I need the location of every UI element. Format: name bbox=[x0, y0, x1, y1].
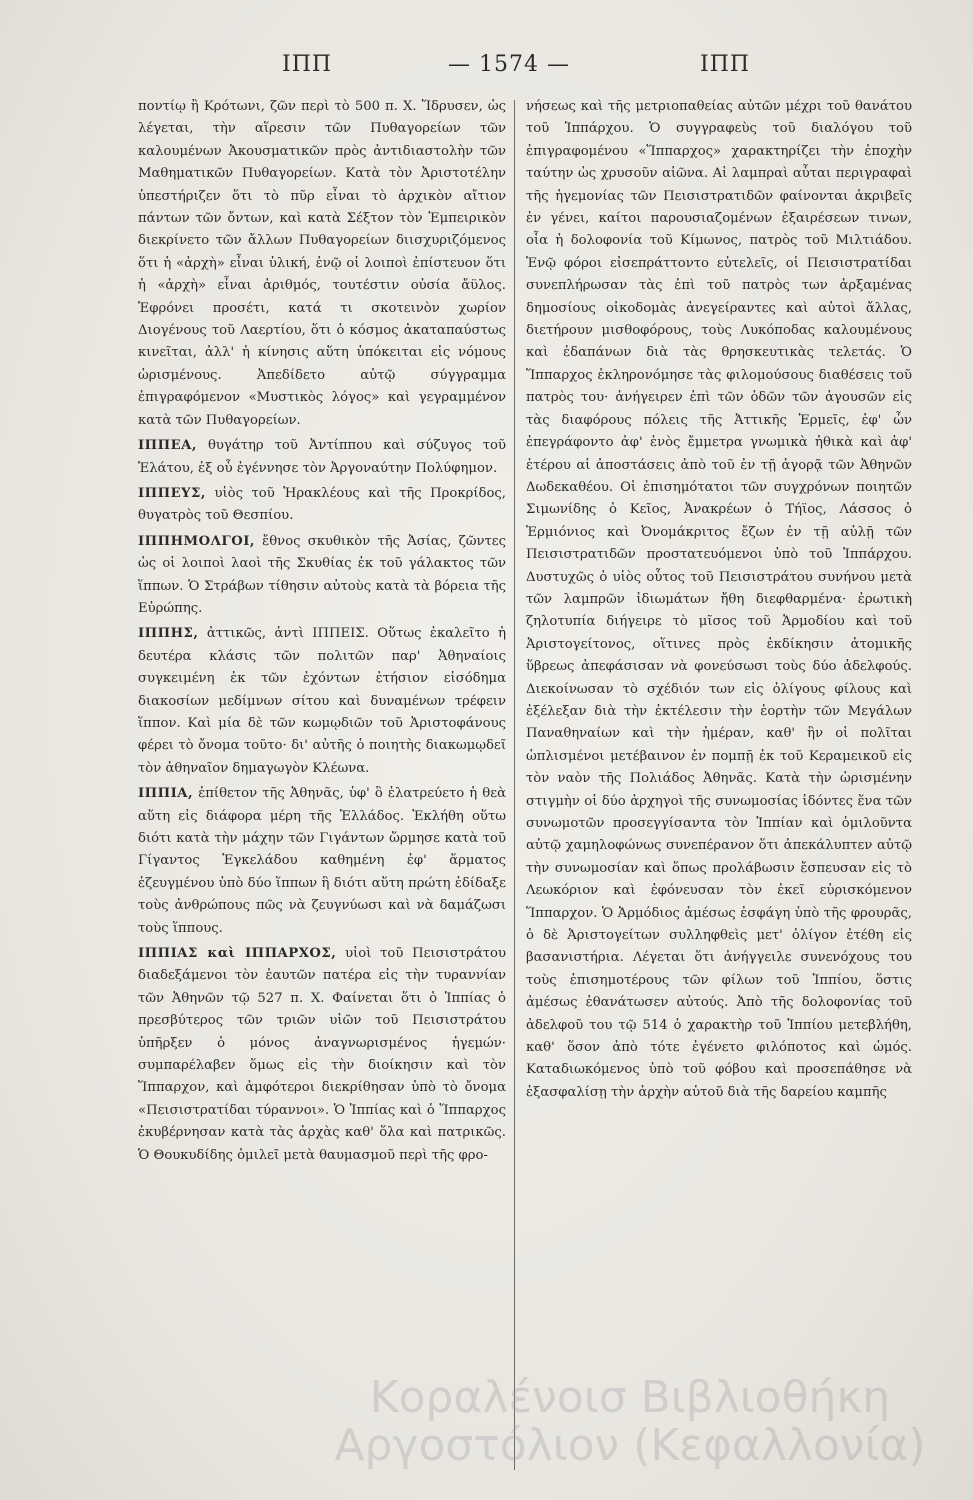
entry-term: ΙΠΠΙΑ, bbox=[138, 786, 194, 802]
entry-term: ΙΠΠΕΑ, bbox=[138, 438, 197, 454]
entry-term: ΙΠΠΙΑΣ καὶ ΙΠΠΑΡΧΟΣ, bbox=[138, 946, 337, 962]
entry-text: υἱοὶ τοῦ Πεισιστράτου διαδεξάμενοι τὸν ἑαυτῶν πατέρα εἰς τὴν τυραννίαν τῶν Ἀθηνῶν τῷ 527 π. Χ. Φαίνεται ὅτι ὁ Ἱππίας ὁ πρεσβύτερος τῶν τριῶν υἱῶν τοῦ Πεισιστράτου ὑπῆρξεν ὁ μόνος ἀναγνωρισμένος ἡγεμών· συμπαρέλαβεν ὅμως εἰς τὴν διοίκησιν καὶ τὸν Ἵππαρχον, καὶ ἀμφότεροι διεκρίθησαν ὑπὸ τὸ ὄνομα «Πεισιστρατίδαι τύραννοι». Ὁ Ἱππίας καὶ ὁ Ἵππαρχος ἐκυβέρνησαν κατὰ τὰς ἀρχὰς καθ' ὅλα καὶ πατρικῶς. Ὁ Θουκυδίδης ὁμιλεῖ μετὰ θαυμασμοῦ περὶ τῆς φρο- bbox=[138, 946, 506, 1163]
continuation-paragraph: ποντίῳ ἢ Κρότωνι, ζῶν περὶ τὸ 500 π. Χ. Ἵδρυσεν, ὡς λέγεται, τὴν αἵρεσιν τῶν Πυθαγορείων τῶν καλουμένων Ἀκουσματικῶν πρὸς ἀντιδιαστολὴν τῶν Μαθηματικῶν Πυθαγορείων. Κατὰ τὸν Ἀριστοτέλην ὑπεστήριζεν ὅτι τὸ πῦρ εἶναι τὸ ἀρχικὸν αἴτιον πάντων τῶν ὄντων, καὶ κατὰ Σέξτον τὸν Ἐμπειρικὸν διεκρίνετο τῶν ἄλλων Πυθαγορείων διισχυριζόμενος ὅτι ἡ «ἀρχὴ» εἶναι ὑλική, ἐνῷ οἱ λοιποὶ ἐπίστευον ὅτι ἡ «ἀρχὴ» εἶναι ἀριθμός, τουτέστιν οὐσία ἄϋλος. Ἐφρόνει προσέτι, κατά τι σκοτεινὸν χωρίον Διογένους τοῦ Λαερτίου, ὅτι ὁ κόσμος ἀκαταπαύστως κινεῖται, ἀλλ' ἡ κίνησις αὕτη ὑπόκειται εἰς νόμους ὡρισμένους. Ἀπεδίδετο αὐτῷ σύγγραμμα ἐπιγραφόμενον «Μυστικὸς λόγος» καὶ γεγραμμένον κατὰ τῶν Πυθαγορείων. bbox=[138, 99, 506, 428]
watermark-line-1: Κοραλένοισ Βιβλιοθήκη bbox=[369, 1372, 891, 1423]
entry-term: ΙΠΠΕΥΣ, bbox=[138, 485, 206, 501]
entry-text: υἱὸς τοῦ Ἡρακλέους καὶ τῆς Προκρίδος, θυγατρὸς τοῦ Θεσπίου. bbox=[138, 485, 506, 524]
dictionary-entry bbox=[138, 943, 506, 1167]
right-column-text: νήσεως καὶ τῆς μετριοπαθείας αὐτῶν μέχρι τοῦ θανάτου τοῦ Ἱππάρχου. Ὁ συγγραφεὺς τοῦ διαλόγου τοῦ ἐπιγραφομένου «Ἵππαρχος» χαρακτηρίζει τὴν ἐποχὴν ταύτην ὡς χρυσοῦν αἰῶνα. Αἱ λαμπραὶ αὗται περιγραφαὶ τῆς ἡγεμονίας τῶν Πεισιστρατιδῶν φαίνονται ἀκριβεῖς ἐν γένει, καίτοι παρουσιαζομένων ἐξαιρέσεων τινων, οἷα ἡ δολοφονία τοῦ Κίμωνος, πατρὸς τοῦ Μιλτιάδου. Ἐνῷ φόροι εἰσεπράττοντο εὐτελεῖς, οἱ Πεισιστρατίδαι συνεπλήρωσαν τὰς ἐπὶ τοῦ πατρὸς των ἀρξαμένας δημοσίους οἰκοδομὰς ἀνεγείραντες καὶ αὐτοὶ ἄλλας, διετήρουν μισθοφόρους, τοὺς Λυκόποδας καλουμένους καὶ ἐδαπάνων διὰ τὰς θρησκευτικὰς τελετάς. Ὁ Ἵππαρχος ἐκληρονόμησε τὰς φιλομούσους διαθέσεις τοῦ πατρὸς του· ἀνήγειρεν ἐπὶ τῶν ὁδῶν τῶν ἀγουσῶν εἰς τὰς διαφόρους πόλεις τῆς Ἀττικῆς Ἑρμεῖς, ἐφ' ὧν ἐπεγράφοντο ἀφ' ἑνὸς ἔμμετρα γνωμικὰ ἠθικὰ καὶ ἀφ' ἑτέρου αἱ ἀποστάσεις ἀπὸ τοῦ ἐν τῇ ἀγορᾷ τῶν Ἀθηνῶν Δωδεκαθέου. Οἱ ἐπισημότατοι τῶν συγχρόνων ποιητῶν Σιμωνίδης ὁ Κεῖος, Ἀνακρέων ὁ Τήϊος, Λάσσος ὁ Ἑρμιόνιος καὶ Ὀνομάκριτος ἔζων ἐν τῇ αὐλῇ τῶν Πεισιστρατιδῶν προστατευόμενοι ὑπὸ τοῦ Ἱππάρχου. Δυστυχῶς ὁ υἱὸς οὗτος τοῦ Πεισιστράτου συνήνου μετὰ τῶν λαμπρῶν ἰδιωμάτων ἤθη διεφθαρμένα· ἐρωτικὴ ζηλοτυπία διήγειρε τὸ μῖσος τοῦ Ἁρμοδίου καὶ τοῦ Ἀριστογείτονος, οἵτινες πρὸς ἐκδίκησιν ἀτομικῆς ὕβρεως ἀπεφάσισαν νὰ φονεύσωσι τοὺς δύο ἀδελφούς. Διεκοίνωσαν τὸ σχέδιόν των εἰς ὀλίγους φίλους καὶ ἐξέλεξαν διὰ τὴν ἐκτέλεσιν τὴν ἑορτὴν τῶν Μεγάλων Παναθηναίων καὶ τὴν ἡμέραν, καθ' ἣν οἱ πολῖται ὡπλισμένοι μετέβαινον ἐν πομπῇ ἐκ τοῦ Κεραμεικοῦ εἰς τὸν ναὸν τῆς Πολιάδος Ἀθηνᾶς. Κατὰ τὴν ὡρισμένην στιγμὴν οἱ δύο ἀρχηγοὶ τῆς συνωμοσίας ἰδόντες ἕνα τῶν συνωμοτῶν προσεγγίσαντα τὸν Ἱππίαν καὶ ὁμιλοῦντα αὐτῷ χαμηλοφώνως συνεπέρανον ὅτι ἀπεκάλυπτεν αὐτῷ τὴν συνωμοσίαν καὶ ὅπως προλάβωσιν ἔσπευσαν εἰς τὸ Λεωκόριον καὶ ἐφόνευσαν τὸν ἐκεῖ εὑρισκόμενον Ἵππαρχον. Ὁ Ἁρμόδιος ἀμέσως ἐσφάγη ὑπὸ τῆς φρουρᾶς, ὁ δὲ Ἀριστογείτων συλληφθεὶς μετ' ὀλίγον ἐτέθη εἰς βασανιστήρια. Λέγεται ὅτι ἀνήγγειλε συνενόχους του τοὺς ἐπισημοτέρους τῶν φίλων τοῦ Ἱππίου, ὅστις ἀμέσως ἐθανάτωσεν αὐτούς. Ἀπὸ τῆς δολοφονίας τοῦ ἀδελφοῦ του τῷ 514 ὁ χαρακτὴρ τοῦ Ἱππίου μετεβλήθη, καθ' ὅσον ἀπὸ τότε ἐγένετο φιλόποτος καὶ ὠμός. Καταδιωκόμενος ὑπὸ τοῦ φόβου καὶ προσεπάθησε νὰ ἐξασφαλίσῃ τὴν ἀρχὴν αὑτοῦ διὰ τῆς δαρείου καμπῆς bbox=[526, 99, 912, 1100]
header-left-keyword: ΙΠΠ bbox=[282, 52, 333, 77]
dictionary-entry bbox=[138, 531, 506, 621]
library-watermark bbox=[290, 1374, 970, 1470]
column-divider bbox=[514, 100, 515, 1470]
dictionary-entry bbox=[138, 435, 506, 480]
entry-text: ἔθνος σκυθικὸν τῆς Ἀσίας, ζῶντες ὡς οἱ λοιποὶ λαοὶ τῆς Σκυθίας ἐκ τοῦ γάλακτος τῶν ἵππων. Ὁ Στράβων τίθησιν αὐτοὺς κατὰ τὰ βόρεια τῆς Εὐρώπης. bbox=[138, 533, 506, 616]
page-header bbox=[0, 52, 973, 92]
dictionary-entry bbox=[138, 783, 506, 940]
right-column bbox=[526, 96, 912, 1104]
entry-term: ΙΠΠΗΣ, bbox=[138, 626, 199, 642]
header-right-keyword: ΙΠΠ bbox=[700, 52, 751, 77]
dictionary-entry bbox=[138, 623, 506, 780]
dictionary-entry bbox=[138, 483, 506, 528]
page-number: — 1574 — bbox=[448, 52, 570, 77]
watermark-line-2: Αργοστόλιον (Κεφαλλονία) bbox=[334, 1420, 926, 1471]
left-column bbox=[138, 96, 506, 1167]
entry-text: θυγάτηρ τοῦ Ἀντίππου καὶ σύζυγος τοῦ Ἐλάτου, ἐξ οὗ ἐγέννησε τὸν Ἀργοναύτην Πολύφημον. bbox=[138, 438, 506, 476]
entry-term: ΙΠΠΗΜΟΛΓΟΙ, bbox=[138, 533, 255, 549]
entry-text: ἀττικῶς, ἀντὶ ΙΠΠΕΙΣ. Οὕτως ἐκαλεῖτο ἡ δευτέρα κλάσις τῶν πολιτῶν παρ' Ἀθηναίοις συγκειμένη ἐκ τῶν ἐχόντων ἐτήσιον εἰσόδημα διακοσίων μεδίμνων σίτου καὶ δυναμένων τρέφειν ἵππον. Καὶ μία δὲ τῶν κωμῳδιῶν τοῦ Ἀριστοφάνους φέρει τὸ ὄνομα τοῦτο· δι' αὐτῆς ὁ ποιητὴς διακωμῳδεῖ τὸν ἀθηναῖον δημαγωγὸν Κλέωνα. bbox=[138, 626, 506, 776]
entry-text: ἐπίθετον τῆς Ἀθηνᾶς, ὑφ' ὃ ἐλατρεύετο ἡ θεὰ αὕτη εἰς διάφορα μέρη τῆς Ἑλλάδος. Ἐκλήθη οὕτω διότι κατὰ τὴν μάχην τῶν Γιγάντων ὥρμησε κατὰ τοῦ Γίγαντος Ἐγκελάδου καθημένη ἐφ' ἅρματος ἐζευγμένου ὑπὸ δύο ἵππων ἢ διότι αὕτη πρώτη ἐδίδαξε τοὺς ἀνθρώπους πῶς νὰ ζευγνύωσι καὶ νὰ δαμάζωσι τοὺς ἵππους. bbox=[138, 786, 506, 936]
